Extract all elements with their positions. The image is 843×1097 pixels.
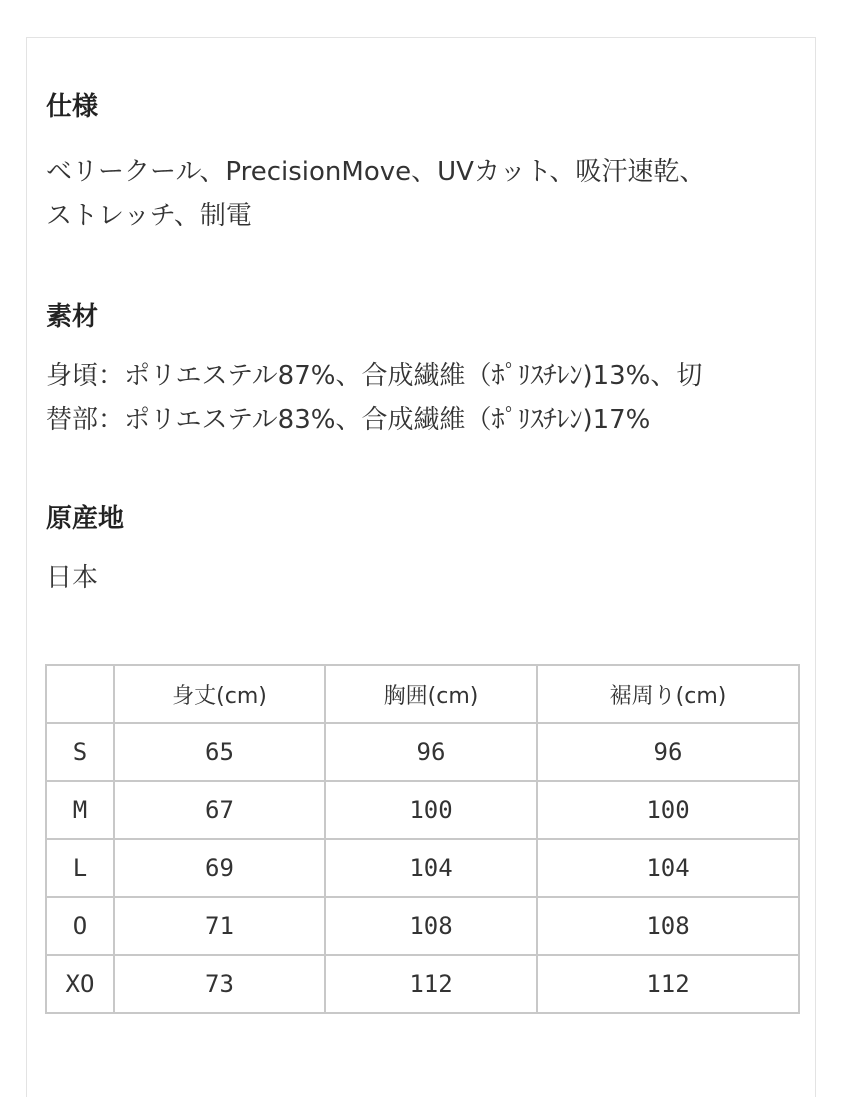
chest-cell: 100	[325, 781, 537, 839]
size-table-header-row	[46, 665, 799, 723]
length-cell: 71	[114, 897, 325, 955]
size-cell: O	[46, 897, 114, 955]
length-cell: 65	[114, 723, 325, 781]
chest-cell: 96	[325, 723, 537, 781]
chest-cell: 104	[325, 839, 537, 897]
header-size	[46, 665, 114, 723]
hem-cell: 96	[537, 723, 799, 781]
length-cell: 69	[114, 839, 325, 897]
header-length: 身丈(cm)	[114, 665, 325, 723]
hem-cell: 112	[537, 955, 799, 1013]
hem-cell: 108	[537, 897, 799, 955]
origin-heading: 原産地	[46, 504, 125, 534]
size-cell: L	[46, 839, 114, 897]
table-row	[46, 781, 799, 839]
spec-line-2: ストレッチ、制電	[46, 201, 252, 231]
spec-line-1: ベリークール、PrecisionMove、UVカット、吸汗速乾、	[46, 157, 706, 187]
material-line-1: 身頃：ポリエステル87%、合成繊維（ﾎﾟﾘｽﾁﾚﾝ)13%、切	[46, 361, 703, 391]
chest-cell: 108	[325, 897, 537, 955]
size-table	[45, 664, 800, 1014]
size-cell: S	[46, 723, 114, 781]
table-row	[46, 723, 799, 781]
length-cell: 73	[114, 955, 325, 1013]
material-heading: 素材	[46, 302, 99, 332]
size-cell: M	[46, 781, 114, 839]
material-text	[46, 354, 791, 442]
hem-cell: 104	[537, 839, 799, 897]
hem-cell: 100	[537, 781, 799, 839]
size-cell: XO	[46, 955, 114, 1013]
material-line-2: 替部：ポリエステル83%、合成繊維（ﾎﾟﾘｽﾁﾚﾝ)17%	[46, 405, 651, 435]
header-chest: 胸囲(cm)	[325, 665, 537, 723]
origin-value: 日本	[46, 563, 99, 593]
table-row	[46, 955, 799, 1013]
spec-text	[46, 150, 791, 238]
table-row	[46, 897, 799, 955]
header-hem: 裾周り(cm)	[537, 665, 799, 723]
table-row	[46, 839, 799, 897]
chest-cell: 112	[325, 955, 537, 1013]
length-cell: 67	[114, 781, 325, 839]
spec-heading: 仕様	[46, 92, 99, 122]
